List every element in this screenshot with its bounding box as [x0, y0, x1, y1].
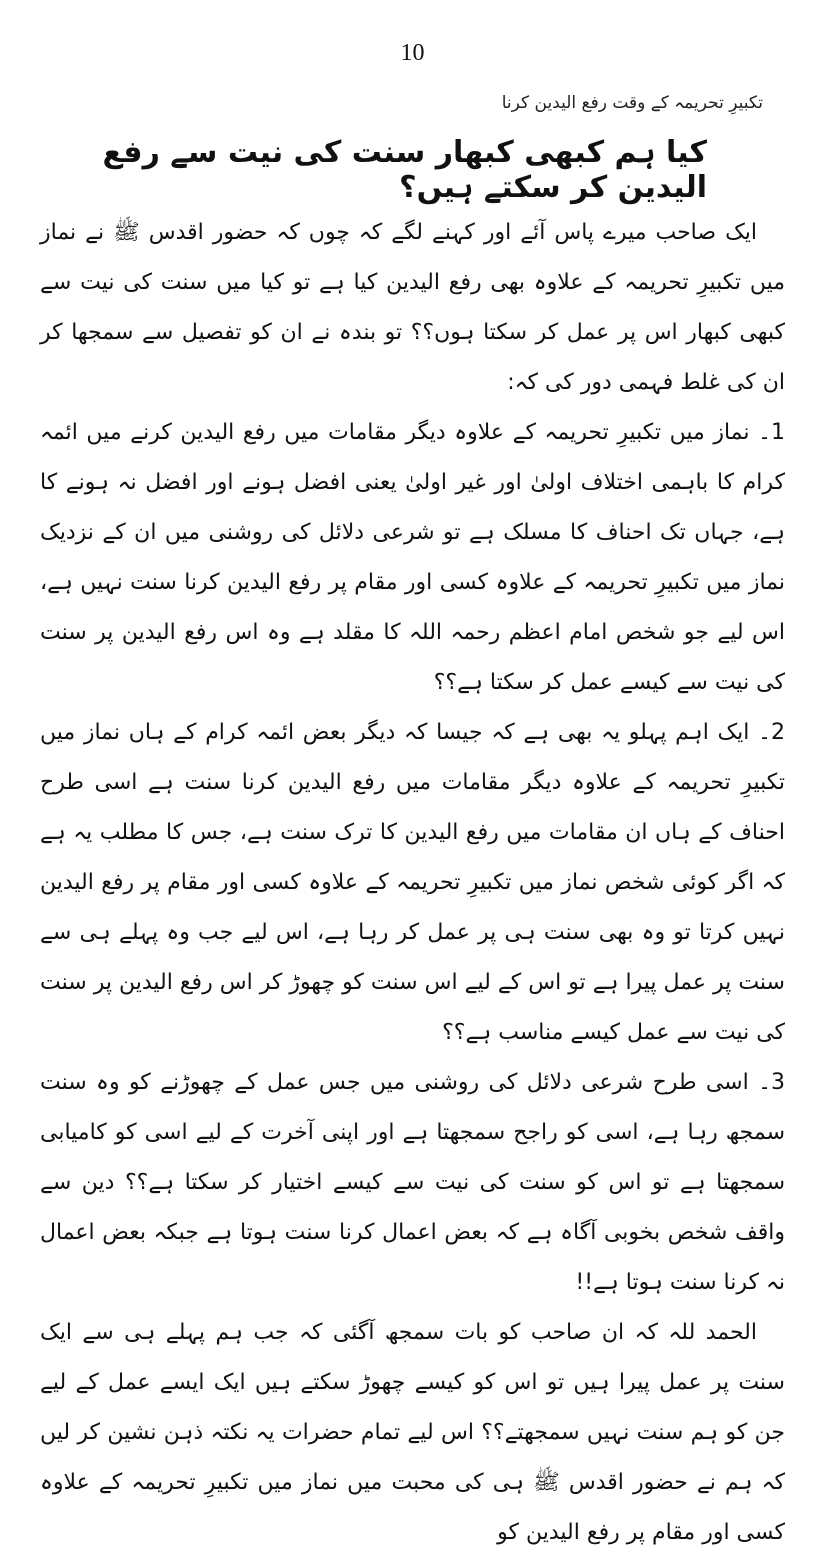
running-header: تکبیرِ تحریمہ کے وقت رفع الیدین کرنا — [501, 93, 763, 113]
body-text — [40, 208, 785, 1558]
paragraph-point-3: 3۔ اسی طرح شرعی دلائل کی روشنی میں جس عمل کے چھوڑنے کو وہ سنت سمجھ رہا ہے، اسی کو راجح سمجھتا ہے اور اپنی آخرت کے لیے اسی کو کامیابی سمجھتا ہے تو اس کو سنت کی نیت سے کیسے اختیار کر سکتا ہے؟؟ دین سے واقف شخص بخوبی آگاہ ہے کہ بعض اعمال کرنا سنت ہوتا ہے جبکہ بعض اعمال نہ کرنا سنت ہوتا ہے!! — [40, 1070, 785, 1295]
page-number: 10 — [400, 40, 425, 66]
paragraph-point-2: 2۔ ایک اہم پہلو یہ بھی ہے کہ جیسا کہ دیگر بعض ائمہ کرام کے ہاں نماز میں تکبیرِ تحریمہ کے علاوہ دیگر مقامات میں رفع الیدین کرنا سنت ہے اسی طرح احناف کے ہاں ان مقامات میں رفع الیدین کا ترک سنت ہے، جس کا مطلب یہ ہے کہ اگر کوئی شخص نماز میں تکبیرِ تحریمہ کے علاوہ کسی اور مقام پر رفع الیدین نہیں کرتا تو وہ بھی سنت ہی پر عمل کر رہا ہے، اس لیے جب وہ پہلے ہی سے سنت پر عمل پیرا ہے تو اس کے لیے اس سنت کو چھوڑ کر اس رفع الیدین پر سنت کی نیت سے عمل کیسے مناسب ہے؟؟ — [40, 720, 785, 1045]
paragraph-conclusion: الحمد للہ کہ ان صاحب کو بات سمجھ آگئی کہ جب ہم پہلے ہی سے ایک سنت پر عمل پیرا ہیں تو اس کو کیسے چھوڑ سکتے ہیں ایک ایسے عمل کے لیے جن کو ہم سنت نہیں سمجھتے؟؟ اس لیے تمام حضرات یہ نکتہ ذہن نشین کر لیں کہ ہم نے حضور اقدس ﷺ ہی کی محبت میں نماز میں تکبیرِ تحریمہ کے علاوہ کسی اور مقام پر رفع الیدین کو — [40, 1320, 785, 1545]
paragraph-point-1: 1۔ نماز میں تکبیرِ تحریمہ کے علاوہ دیگر مقامات میں رفع الیدین کرنے میں ائمہ کرام کا باہمی اختلاف اولیٰ اور غیر اولیٰ یعنی افضل ہونے اور افضل نہ ہونے کا ہے، جہاں تک احناف کا مسلک ہے تو شرعی دلائل کی روشنی میں ان کے نزدیک نماز میں تکبیرِ تحریمہ کے علاوہ کسی اور مقام پر رفع الیدین کرنا سنت نہیں ہے، اس لیے جو شخص امام اعظم رحمہ اللہ کا مقلد ہے وہ اس رفع الیدین پر سنت کی نیت سے کیسے عمل کر سکتا ہے؟؟ — [40, 420, 785, 695]
page-heading: کیا ہم کبھی کبھار سنت کی نیت سے رفع الیدین کر سکتے ہیں؟ — [102, 135, 707, 205]
paragraph-intro: ایک صاحب میرے پاس آئے اور کہنے لگے کہ چوں کہ حضور اقدس ﷺ نے نماز میں تکبیرِ تحریمہ کے علاوہ بھی رفع الیدین کیا ہے تو کیا میں سنت کی نیت سے کبھی کبھار اس پر عمل کر سکتا ہوں؟؟ تو بندہ نے ان کو تفصیل سے سمجھا کر ان کی غلط فہمی دور کی کہ: — [40, 220, 785, 395]
